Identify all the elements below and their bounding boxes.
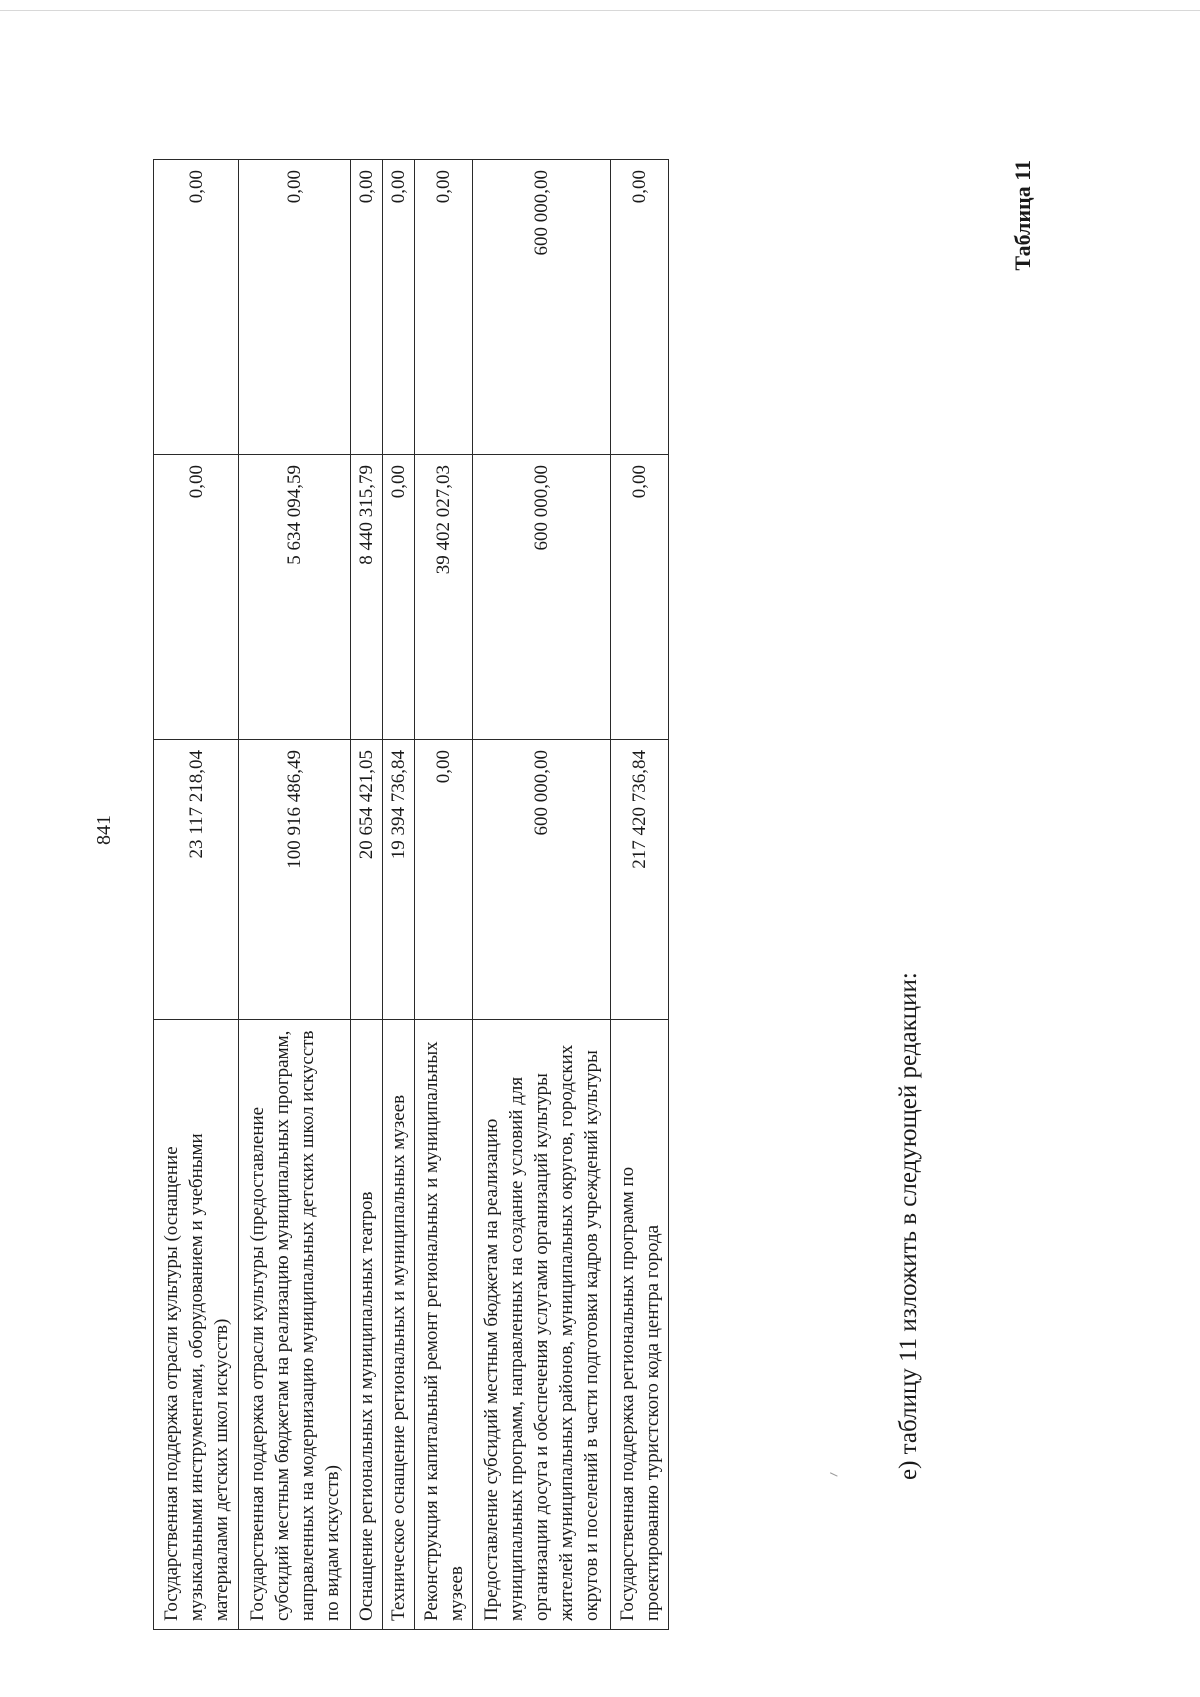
scan-speck — [830, 1471, 838, 1476]
budget-table — [153, 159, 669, 1630]
value-cell: 19 394 736,84 — [383, 740, 415, 1020]
table-row — [383, 160, 415, 1630]
value-cell: 8 440 315,79 — [351, 455, 383, 740]
value-cell: 100 916 486,49 — [239, 740, 351, 1020]
value-cell: 0,00 — [383, 455, 415, 740]
table-caption: Таблица 11 — [1010, 160, 1035, 271]
value-cell: 0,00 — [154, 455, 239, 740]
table-row — [351, 160, 383, 1630]
row-name-cell: Государственная поддержка отрасли культуры (предоставление субсидий местным бюджетам на реализацию муниципальных программ, направленных на модернизацию муниципальных детских школ искусств по видам искусств) — [239, 1020, 351, 1630]
value-cell: 600 000,00 — [473, 160, 611, 455]
row-name-cell: Предоставление субсидий местным бюджетам на реализацию муниципальных программ, направленных на создание условий для организации досуга и обеспечения услугами организаций культуры жителей муниципальных районов, муниципальных округов, городских округов и поселений в части подготовки кадров учреждений культуры — [473, 1020, 611, 1630]
row-name-cell: Оснащение региональных и муниципальных театров — [351, 1020, 383, 1630]
value-cell: 0,00 — [383, 160, 415, 455]
table-row — [473, 160, 611, 1630]
value-cell: 0,00 — [415, 740, 473, 1020]
table-row — [154, 160, 239, 1630]
table-row — [239, 160, 351, 1630]
table-row — [611, 160, 669, 1630]
amendment-instruction: е) таблицу 11 изложить в следующей редакции: — [895, 972, 922, 1480]
value-cell: 217 420 736,84 — [611, 740, 669, 1020]
rotated-landscape-page — [65, 160, 1065, 1630]
row-name-cell: Техническое оснащение региональных и муниципальных музеев — [383, 1020, 415, 1630]
value-cell: 0,00 — [239, 160, 351, 455]
value-cell: 0,00 — [351, 160, 383, 455]
scan-top-edge — [0, 10, 1200, 11]
row-name-cell: Государственная поддержка отрасли культуры (оснащение музыкальными инструментами, оборудованием и учебными материалами детских школ искусств) — [154, 1020, 239, 1630]
value-cell: 0,00 — [611, 455, 669, 740]
row-name-cell: Реконструкция и капитальный ремонт региональных и муниципальных музеев — [415, 1020, 473, 1630]
page-number: 841 — [93, 815, 115, 845]
value-cell: 0,00 — [611, 160, 669, 455]
value-cell: 0,00 — [154, 160, 239, 455]
value-cell: 39 402 027,03 — [415, 455, 473, 740]
value-cell: 600 000,00 — [473, 740, 611, 1020]
value-cell: 20 654 421,05 — [351, 740, 383, 1020]
value-cell: 5 634 094,59 — [239, 455, 351, 740]
value-cell: 23 117 218,04 — [154, 740, 239, 1020]
table-row — [415, 160, 473, 1630]
value-cell: 600 000,00 — [473, 455, 611, 740]
value-cell: 0,00 — [415, 160, 473, 455]
row-name-cell: Государственная поддержка региональных программ по проектированию туристского кода центра города — [611, 1020, 669, 1630]
